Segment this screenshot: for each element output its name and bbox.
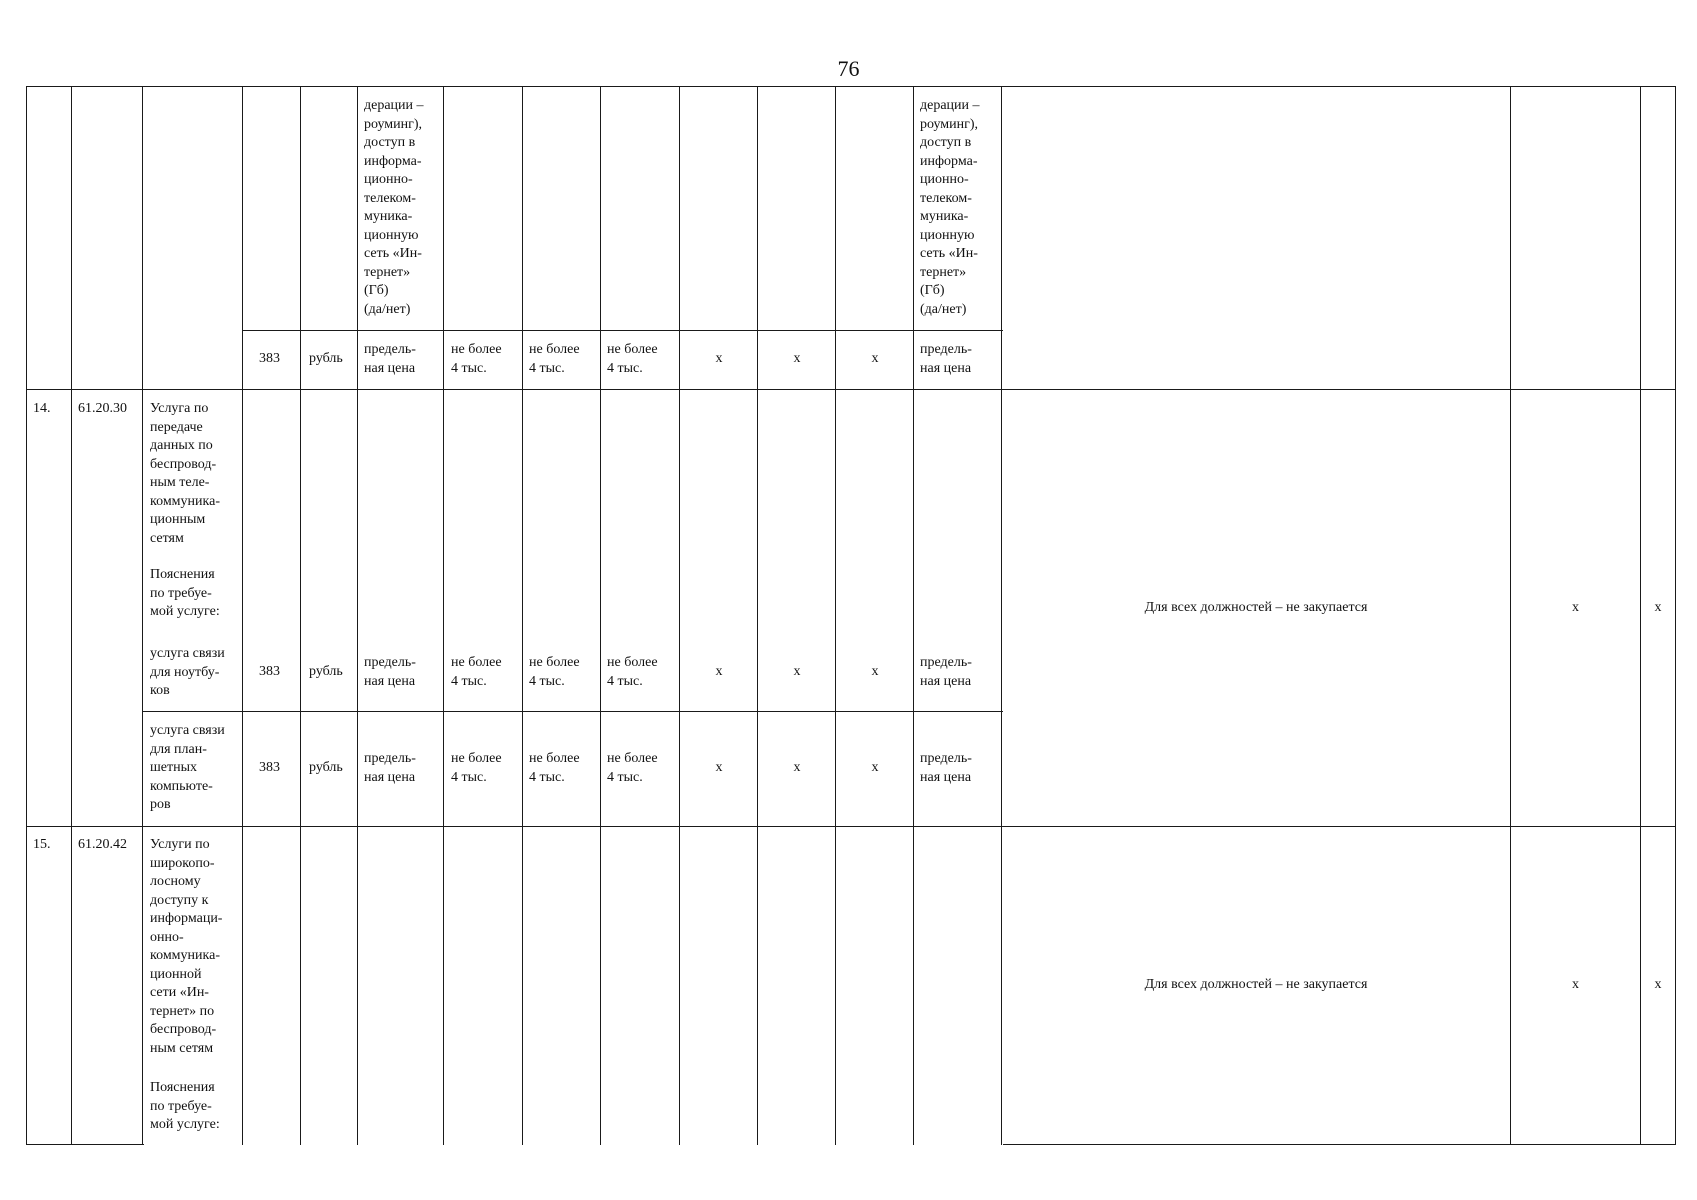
okei-code: 383 xyxy=(259,664,280,679)
subservice-name: услуга связи для ноутбу- ков xyxy=(150,646,225,698)
x-cell: x xyxy=(793,351,801,366)
okpd2-code: 61.20.42 xyxy=(78,837,127,852)
x-cell: x xyxy=(1654,977,1662,992)
x-cell: x xyxy=(871,664,879,679)
unit-name: рубль xyxy=(309,664,343,679)
column-border xyxy=(757,86,758,1145)
x-cell: x xyxy=(871,760,879,775)
column-border xyxy=(142,86,143,1145)
row-number: 14. xyxy=(33,401,51,416)
characteristic-continued: дерации – роуминг), доступ в информа- ционно- телеком- муника- ционную сеть «Ин- тернет» (Гб) (да/нет) xyxy=(364,98,424,317)
column-border xyxy=(71,86,72,1145)
characteristic-name: предель- ная цена xyxy=(364,655,416,689)
row-divider xyxy=(26,389,1676,390)
merged-note: Для всех должностей – не закупается xyxy=(1144,600,1368,615)
value-cell: не более 4 тыс. xyxy=(529,751,580,785)
table-right-border xyxy=(1675,86,1676,1145)
value-cell: не более 4 тыс. xyxy=(529,342,580,376)
service-name: Услуга по передаче данных по беспровод- ным теле- коммуника- ционным сетям xyxy=(150,401,220,546)
characteristic-name: предель- ная цена xyxy=(364,342,416,376)
x-cell: x xyxy=(1654,600,1662,615)
column-border xyxy=(300,86,301,1145)
x-cell: x xyxy=(715,664,723,679)
column-border xyxy=(26,86,27,1145)
column-border xyxy=(600,86,601,1145)
x-cell: x xyxy=(1572,600,1579,615)
column-border xyxy=(679,86,680,1145)
x-cell: x xyxy=(715,351,723,366)
value-cell: не более 4 тыс. xyxy=(451,655,502,689)
page-number: 76 xyxy=(837,56,860,81)
subservice-name: услуга связи для план- шетных компьюте- ров xyxy=(150,723,225,812)
row-divider xyxy=(26,826,1676,827)
column-border xyxy=(835,86,836,1145)
x-cell: x xyxy=(871,351,879,366)
x-cell: x xyxy=(715,760,723,775)
characteristic-continued-right: дерации – роуминг), доступ в информа- ционно- телеком- муника- ционную сеть «Ин- тернет» (Гб) (да/нет) xyxy=(920,98,980,317)
value-cell: не более 4 тыс. xyxy=(607,342,658,376)
okei-code: 383 xyxy=(259,760,280,775)
column-border xyxy=(242,86,243,1145)
column-border xyxy=(443,86,444,1145)
x-cell: x xyxy=(1572,977,1579,992)
merged-note: Для всех должностей – не закупается xyxy=(1144,977,1368,992)
value-cell: не более 4 тыс. xyxy=(607,751,658,785)
unit-name: рубль xyxy=(309,760,343,775)
table-top-border xyxy=(26,86,1676,87)
column-border xyxy=(522,86,523,1145)
row-number: 15. xyxy=(33,837,51,852)
explanation-label: Пояснения по требуе- мой услуге: xyxy=(150,567,220,619)
characteristic-name-right: предель- ная цена xyxy=(920,655,972,689)
okpd2-code: 61.20.30 xyxy=(78,401,127,416)
value-cell: не более 4 тыс. xyxy=(451,342,502,376)
value-cell: не более 4 тыс. xyxy=(607,655,658,689)
column-border xyxy=(913,86,914,1145)
value-cell: не более 4 тыс. xyxy=(451,751,502,785)
row-divider xyxy=(26,1144,144,1145)
okei-code: 383 xyxy=(259,351,280,366)
explanation-label: Пояснения по требуе- мой услуге: xyxy=(150,1080,220,1132)
characteristic-name-right: предель- ная цена xyxy=(920,751,972,785)
characteristic-name: предель- ная цена xyxy=(364,751,416,785)
characteristic-name-right: предель- ная цена xyxy=(920,342,972,376)
service-name: Услуги по широкопо- лосному доступу к информаци- онно- коммуника- ционной сети «Ин- тернет» по беспровод- ным сетям xyxy=(150,837,223,1056)
x-cell: x xyxy=(793,664,801,679)
value-cell: не более 4 тыс. xyxy=(529,655,580,689)
column-border xyxy=(357,86,358,1145)
x-cell: x xyxy=(793,760,801,775)
row-divider xyxy=(1003,1144,1676,1145)
unit-name: рубль xyxy=(309,351,343,366)
row-divider xyxy=(142,711,1003,712)
